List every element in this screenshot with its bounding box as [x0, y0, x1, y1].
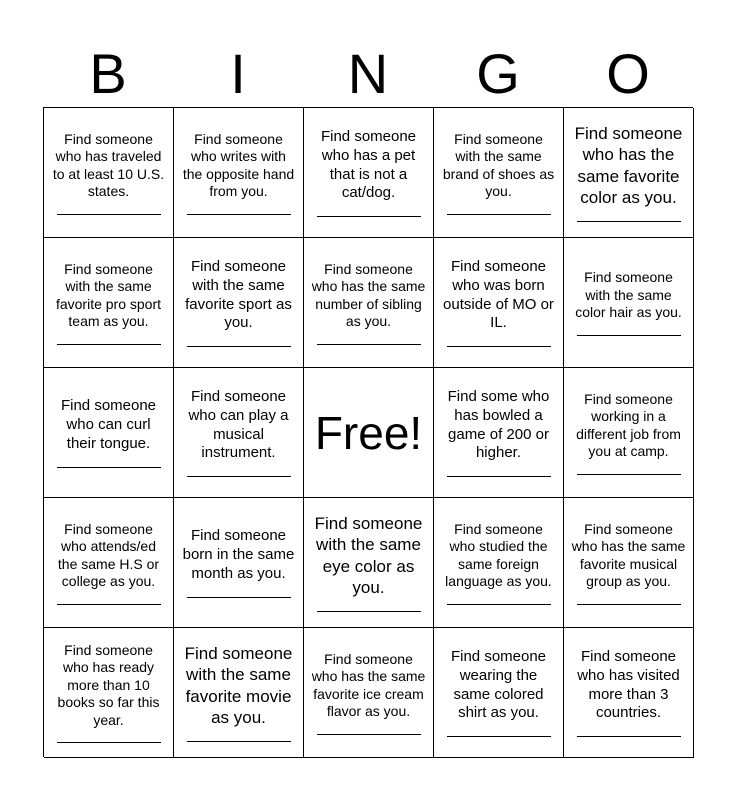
- cell-text: Find someone who studied the same foreign language as you.: [445, 520, 552, 589]
- free-cell[interactable]: [304, 368, 434, 498]
- cell-text: Find some who has bowled a game of 200 or higher.: [447, 388, 550, 462]
- cell-text: Find someone who can play a musical instrument.: [188, 388, 289, 462]
- signature-line: [447, 476, 551, 477]
- header-letter-o: O: [606, 42, 650, 105]
- bingo-cell[interactable]: [564, 498, 694, 628]
- cell-text: Find someone working in a different job from you at camp.: [576, 390, 681, 459]
- bingo-cell[interactable]: [434, 368, 564, 498]
- bingo-cell[interactable]: [44, 498, 174, 628]
- bingo-grid: [43, 107, 693, 757]
- cell-text: Find someone who writes with the opposite hand from you.: [182, 130, 295, 199]
- bingo-cell[interactable]: [564, 368, 694, 498]
- cell-text: Find someone with the same eye color as you.: [314, 514, 423, 597]
- bingo-cell[interactable]: [564, 108, 694, 238]
- signature-line: [317, 344, 421, 345]
- bingo-cell[interactable]: [44, 368, 174, 498]
- bingo-cell[interactable]: [174, 498, 304, 628]
- signature-line: [577, 604, 681, 605]
- signature-line: [57, 604, 161, 605]
- signature-line: [57, 742, 161, 743]
- signature-line: [317, 611, 421, 612]
- cell-text: Find someone with the same favorite pro sport team as you.: [55, 260, 162, 329]
- cell-text: Find someone with the same brand of shoes as you.: [442, 130, 555, 199]
- signature-line: [187, 597, 291, 598]
- header-letter-n: N: [347, 42, 389, 105]
- free-text: Free!: [314, 406, 423, 459]
- signature-line: [577, 474, 681, 475]
- bingo-cell[interactable]: [174, 628, 304, 758]
- signature-line: [187, 741, 291, 742]
- cell-text: Find someone who has the same favorite musical group as you.: [571, 520, 686, 589]
- signature-line: [187, 476, 291, 477]
- bingo-cell[interactable]: [304, 498, 434, 628]
- cell-text: Find someone who has traveled to at least 10 U.S. states.: [52, 130, 165, 199]
- signature-line: [447, 214, 551, 215]
- header-letter-g: G: [476, 42, 520, 105]
- cell-text: Find someone who attends/ed the same H.S or college as you.: [57, 520, 160, 589]
- cell-text: Find someone wearing the same colored shirt as you.: [450, 648, 547, 722]
- bingo-cell[interactable]: [564, 238, 694, 368]
- bingo-cell[interactable]: [174, 238, 304, 368]
- bingo-cell[interactable]: [174, 108, 304, 238]
- signature-line: [577, 736, 681, 737]
- signature-line: [577, 221, 681, 222]
- cell-text: Find someone who can curl their tongue.: [60, 397, 157, 452]
- signature-line: [187, 214, 291, 215]
- signature-line: [317, 734, 421, 735]
- bingo-cell[interactable]: [434, 108, 564, 238]
- cell-text: Find someone with the same color hair as you.: [575, 269, 682, 321]
- signature-line: [447, 604, 551, 605]
- cell-text: Find someone who has the same number of sibling as you.: [311, 260, 426, 329]
- cell-text: Find someone who has the same favorite ice cream flavor as you.: [311, 650, 426, 719]
- cell-text: Find someone born in the same month as you.: [182, 527, 295, 582]
- signature-line: [57, 344, 161, 345]
- header-letter-i: I: [230, 42, 246, 105]
- cell-text: Find someone who has a pet that is not a cat/dog.: [320, 128, 417, 202]
- header-letter-b: B: [89, 42, 127, 105]
- bingo-cell[interactable]: [44, 628, 174, 758]
- signature-line: [447, 736, 551, 737]
- cell-text: Find someone with the same favorite sport as you.: [185, 258, 292, 332]
- bingo-cell[interactable]: [434, 628, 564, 758]
- signature-line: [57, 467, 161, 468]
- cell-text: Find someone who has the same favorite color as you.: [574, 124, 683, 207]
- signature-line: [447, 346, 551, 347]
- signature-line: [57, 214, 161, 215]
- bingo-cell[interactable]: [434, 498, 564, 628]
- signature-line: [187, 346, 291, 347]
- cell-text: Find someone who has ready more than 10 books so far this year.: [57, 641, 160, 728]
- bingo-cell[interactable]: [304, 628, 434, 758]
- bingo-cell[interactable]: [304, 108, 434, 238]
- bingo-cell[interactable]: [434, 238, 564, 368]
- bingo-cell[interactable]: [44, 108, 174, 238]
- bingo-cell[interactable]: [44, 238, 174, 368]
- signature-line: [317, 216, 421, 217]
- bingo-cell[interactable]: [304, 238, 434, 368]
- bingo-header: [43, 40, 693, 108]
- cell-text: Find someone who has visited more than 3 countries.: [577, 648, 680, 722]
- signature-line: [577, 335, 681, 336]
- bingo-cell[interactable]: [564, 628, 694, 758]
- cell-text: Find someone with the same favorite movie as you.: [184, 644, 293, 727]
- cell-text: Find someone who was born outside of MO or IL.: [443, 258, 554, 332]
- bingo-cell[interactable]: [174, 368, 304, 498]
